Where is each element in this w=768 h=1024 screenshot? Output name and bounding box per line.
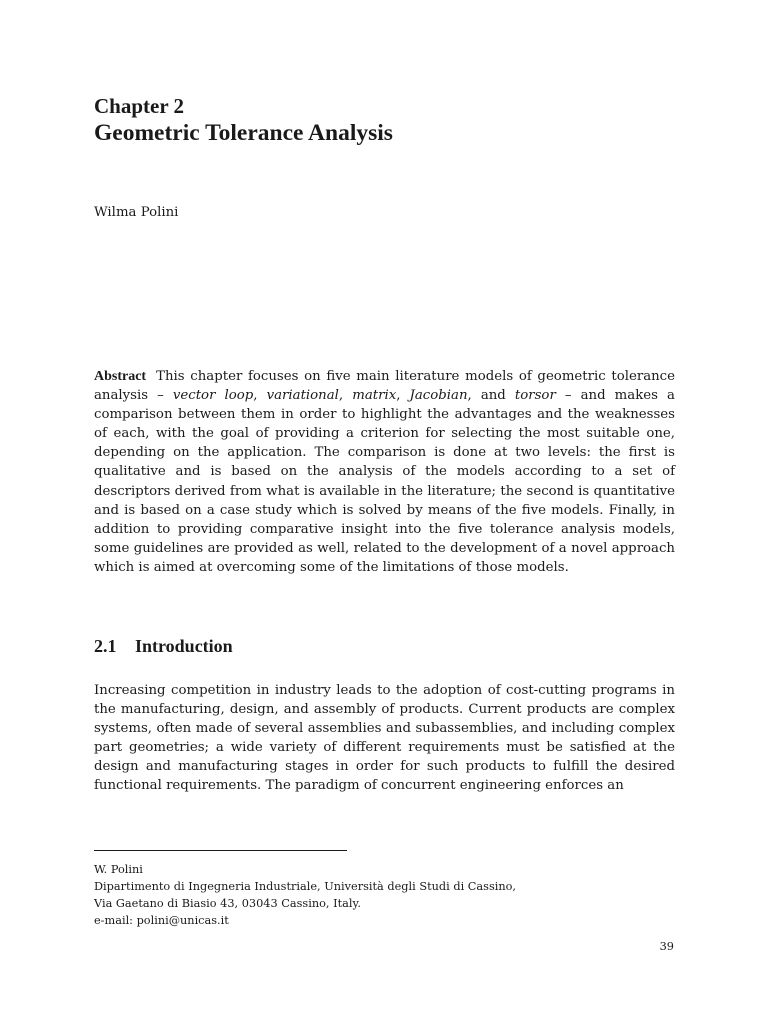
model-matrix: matrix [352,388,397,404]
section-number: 2.1 [94,636,117,656]
model-torsor: torsor [514,388,556,404]
abstract-intro: This chapter focuses on five main literature models of geometric tolerance analysis – [94,369,675,404]
chapter-label: Chapter 2 [94,94,185,118]
section-title: Introduction [135,636,233,656]
footnote-divider [94,850,347,851]
abstract-paragraph [94,367,675,577]
abstract-separator: , [396,388,410,404]
abstract-separator: , [338,388,353,404]
section-heading [94,635,233,657]
author-name: Wilma Polini [94,205,179,220]
author-footnote [94,861,654,929]
model-variational: variational [266,388,339,404]
footnote-name: W. Polini [94,863,143,876]
chapter-title: Geometric Tolerance Analysis [94,120,393,146]
footnote-address: Via Gaetano di Biasio 43, 03043 Cassino, Italy. [94,897,361,910]
abstract-body: – and makes a comparison between them in order to highlight the advantages and the weaknesses of each, with the goal of providing a criterion for selecting the most suitable one, depending on the application. The comparison is done at two levels: the first is qualitative and is based on the analysis of the models according to a set of descriptors derived from what is available in the literature; the second is quantitative and is based on a case study which is solved by means of the five models. Finally, in addition to providing comparative insight into the five tolerance analysis models, some guidelines are provided as well, related to the development of a novel approach which is aimed at overcoming some of the limitations of those models. [94,388,675,575]
abstract-separator: , and [467,388,515,404]
model-jacobian: Jacobian [409,388,468,404]
footnote-affiliation: Dipartimento di Ingegneria Industriale, Università degli Studi di Cassino, [94,880,517,893]
abstract-label: Abstract [94,369,147,384]
introduction-paragraph: Increasing competition in industry leads to the adoption of cost-cutting programs in the manufacturing, design, and assembly of products. Current products are complex systems, often made of several assemblies and subassemblies, and including complex part geometries; a wide variety of different requirements must be satisfied at the design and manufacturing stages in order for such products to fulfill the desired functional requirements. The paradigm of concurrent engineering enforces an [94,683,675,794]
page-number: 39 [659,940,674,953]
footnote-email: e-mail: polini@unicas.it [94,914,229,927]
model-vector-loop: vector loop [172,388,254,404]
abstract-separator: , [253,388,267,404]
